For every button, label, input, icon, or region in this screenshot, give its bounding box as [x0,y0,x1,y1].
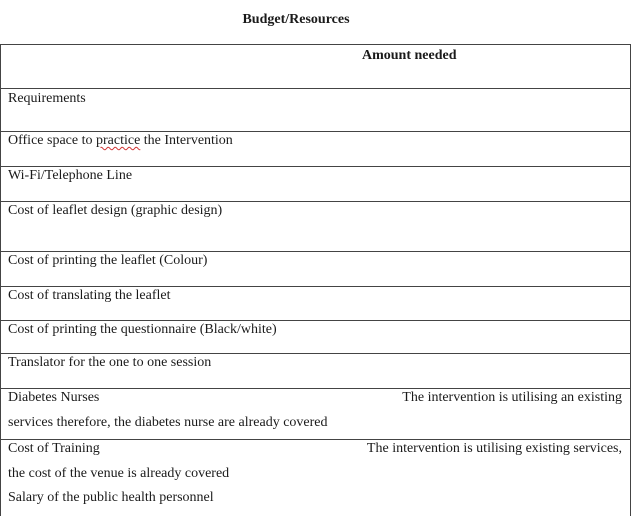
printing-leaflet-label: Cost of printing the leaflet (Colour) [8,253,208,268]
salary-public-health-label: Salary of the public health personnel [8,490,214,505]
cost-of-training-amount-continued: the cost of the venue is already covered [8,466,230,481]
office-text-post: the Intervention [140,133,233,148]
printing-questionnaire-label: Cost of printing the questionnaire (Black/white) [8,322,277,337]
table-row-printing-leaflet [1,252,630,287]
page-title: Budget/Resources [242,12,350,27]
amount-needed-header: Amount needed [362,48,457,63]
table-row-diabetes-nurses [1,389,630,440]
table-row-cost-of-training [1,440,630,516]
spellcheck-flagged-word[interactable]: practice [95,133,141,148]
translating-label: Cost of translating the leaflet [8,288,171,303]
office-text-pre: Office space to [8,133,96,148]
cost-of-training-label: Cost of Training [8,441,100,456]
table-row-wifi [1,167,630,202]
diabetes-nurses-amount-continued: services therefore, the diabetes nurse are already covered [8,415,328,430]
table-row-leaflet-design [1,202,630,252]
cost-of-training-amount: The intervention is utilising existing services, [366,441,622,456]
table-row-printing-questionnaire [1,321,630,354]
office-space-label [8,133,233,149]
table-row-translating [1,287,630,321]
wifi-label: Wi-Fi/Telephone Line [8,168,133,183]
diabetes-nurses-label: Diabetes Nurses [8,390,100,405]
leaflet-design-label: Cost of leaflet design (graphic design) [8,203,223,218]
translator-label: Translator for the one to one session [8,355,212,370]
table-row-office-space [1,132,630,167]
table-row-requirements [1,89,630,132]
diabetes-nurses-amount: The intervention is utilising an existing [402,390,622,405]
budget-table [0,44,631,516]
requirements-label: Requirements [8,91,86,106]
table-row-translator [1,354,630,389]
table-header-row [1,45,630,89]
